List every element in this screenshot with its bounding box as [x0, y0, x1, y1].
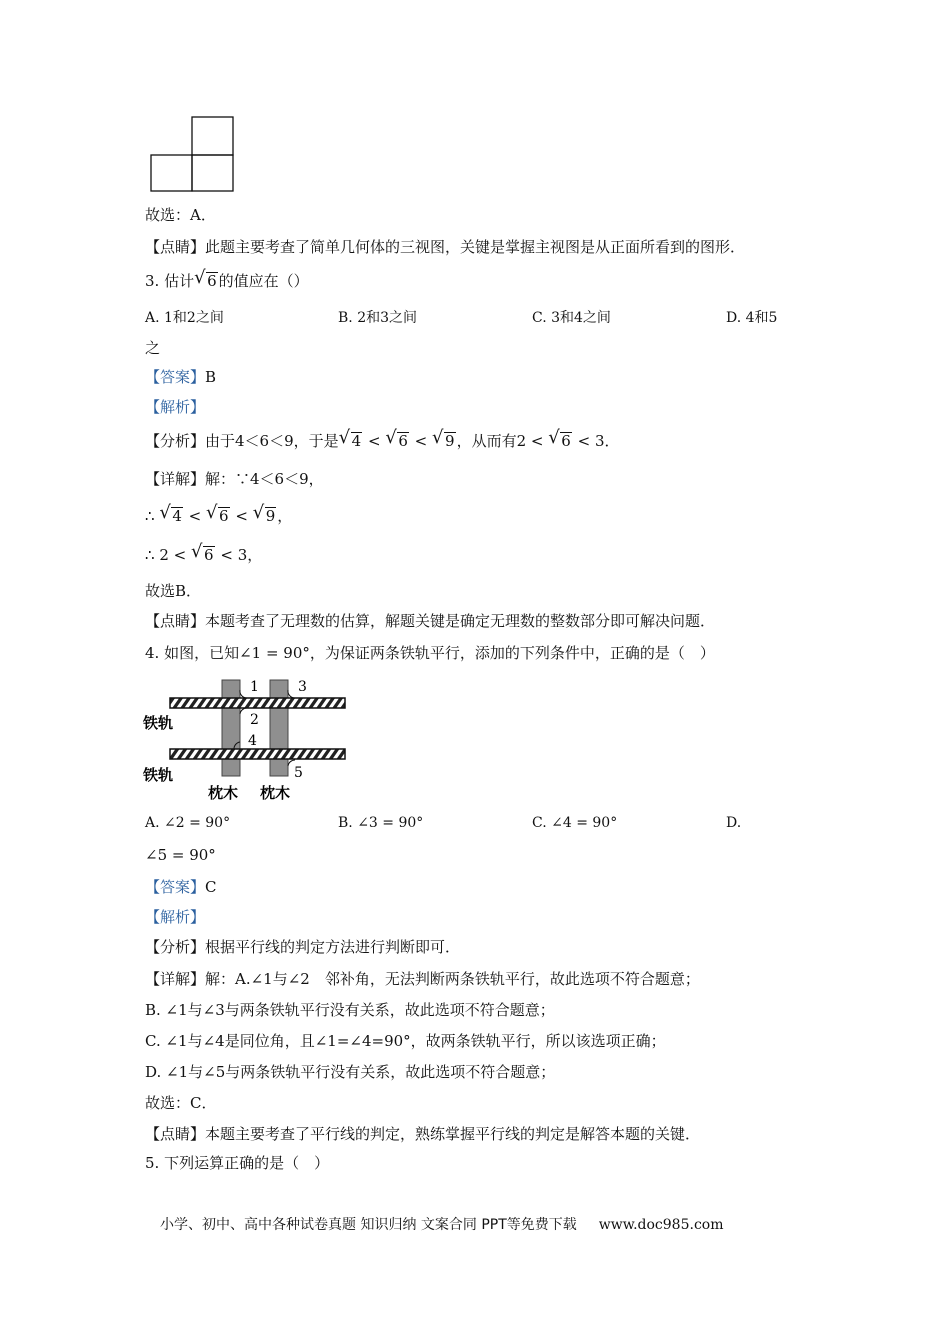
sleeper-label-left: 枕木 — [208, 784, 239, 802]
q4-option-d: D. — [726, 815, 742, 831]
angle-1-arc — [240, 690, 247, 698]
q3-stem: 3. 估计√ 6 的值应在（） — [145, 270, 309, 292]
rail-label-bottom: 铁轨 — [143, 766, 174, 784]
square-bottom-right — [192, 155, 233, 191]
q3-analysis-tag: 【解析】 — [145, 398, 206, 416]
angle-label-5: 5 — [294, 765, 303, 781]
angle-2-arc — [240, 708, 247, 714]
q4-analysis-tag: 【解析】 — [145, 908, 206, 926]
q3-comment: 【点睛】本题考查了无理数的估算，解题关键是确定无理数的整数部分即可解决问题． — [145, 612, 716, 630]
q4-stem: 4. 如图，已知∠1 = 90°，为保证两条铁轨平行，添加的下列条件中，正确的是（ ） — [145, 644, 715, 662]
square-bottom-left — [151, 155, 192, 191]
sleeper-right — [270, 680, 288, 776]
q4-detail-line-3: C. ∠1与∠4是同位角，且∠1=∠4=90°，故两条铁轨平行，所以该选项正确； — [145, 1032, 666, 1050]
q2-comment: 【点睛】此题主要考查了简单几何体的三视图，关键是掌握主视图是从正面所看到的图形． — [145, 238, 746, 256]
angle-label-1: 1 — [250, 679, 259, 695]
angle-label-4: 4 — [248, 733, 257, 749]
rail-bottom — [170, 749, 345, 759]
q3-fenxi: 【分析】由于4＜6＜9，于是√ 4 < √ 6 < √ 9 ，从而有2 < √ 6 < 3． — [145, 430, 620, 452]
railway-figure — [140, 674, 355, 806]
q4-option-b: B. ∠3 = 90° — [338, 815, 424, 831]
q4-detail-line-1: 【详解】解：A.∠1与∠2 邻补角，无法判断两条铁轨平行，故此选项不符合题意； — [145, 970, 700, 988]
angle-label-3: 3 — [298, 679, 307, 695]
q3-option-a: A. 1和2之间 — [145, 310, 224, 326]
square-top — [192, 117, 233, 155]
q4-option-a: A. ∠2 = 90° — [145, 815, 231, 831]
q4-comment: 【点睛】本题主要考查了平行线的判定，熟练掌握平行线的判定是解答本题的关键． — [145, 1125, 701, 1143]
q3-option-b: B. 2和3之间 — [338, 310, 418, 326]
q3-step-2: ∴ 2 < √ 6 < 3， — [145, 544, 262, 566]
q4-fenxi: 【分析】根据平行线的判定方法进行判断即可． — [145, 938, 461, 956]
q3-option-d: D. 4和5 — [726, 310, 778, 326]
q3-choice: 故选B． — [145, 582, 202, 600]
q3-option-c: C. 3和4之间 — [532, 310, 611, 326]
page-footer — [160, 1214, 723, 1234]
footer-text: 小学、初中、高中各种试卷真题 知识归纳 文案合同 PPT等免费下载 — [160, 1217, 577, 1233]
q4-choice: 故选：C． — [145, 1094, 217, 1112]
q4-answer: 【答案】C — [145, 878, 217, 896]
q4-detail-line-2: B. ∠1与∠3与两条铁轨平行没有关系，故此选项不符合题意； — [145, 1001, 555, 1019]
q3-answer: 【答案】B — [145, 368, 217, 386]
q3-option-d-wrap: 之 — [145, 339, 161, 357]
angle-3-arc — [288, 690, 295, 698]
footer-url[interactable]: www.doc985.com — [598, 1217, 724, 1233]
q3-step-1: ∴ √ 4 < √ 6 < √ 9 ， — [145, 505, 292, 527]
sleeper-label-right: 枕木 — [260, 784, 291, 802]
sleeper-left — [222, 680, 240, 776]
rail-label-top: 铁轨 — [143, 714, 174, 732]
angle-label-2: 2 — [250, 712, 259, 728]
q2-choice: 故选：A． — [145, 206, 216, 224]
q4-option-d-wrap: ∠5 = 90° — [145, 846, 216, 864]
q5-stem: 5. 下列运算正确的是（ ） — [145, 1154, 330, 1172]
rail-top — [170, 698, 345, 708]
q4-option-c: C. ∠4 = 90° — [532, 815, 618, 831]
q4-detail-line-4: D. ∠1与∠5与两条铁轨平行没有关系，故此选项不符合题意； — [145, 1063, 556, 1081]
front-view-figure — [148, 114, 238, 194]
q3-detail: 【详解】解：∵4＜6＜9， — [145, 470, 324, 488]
